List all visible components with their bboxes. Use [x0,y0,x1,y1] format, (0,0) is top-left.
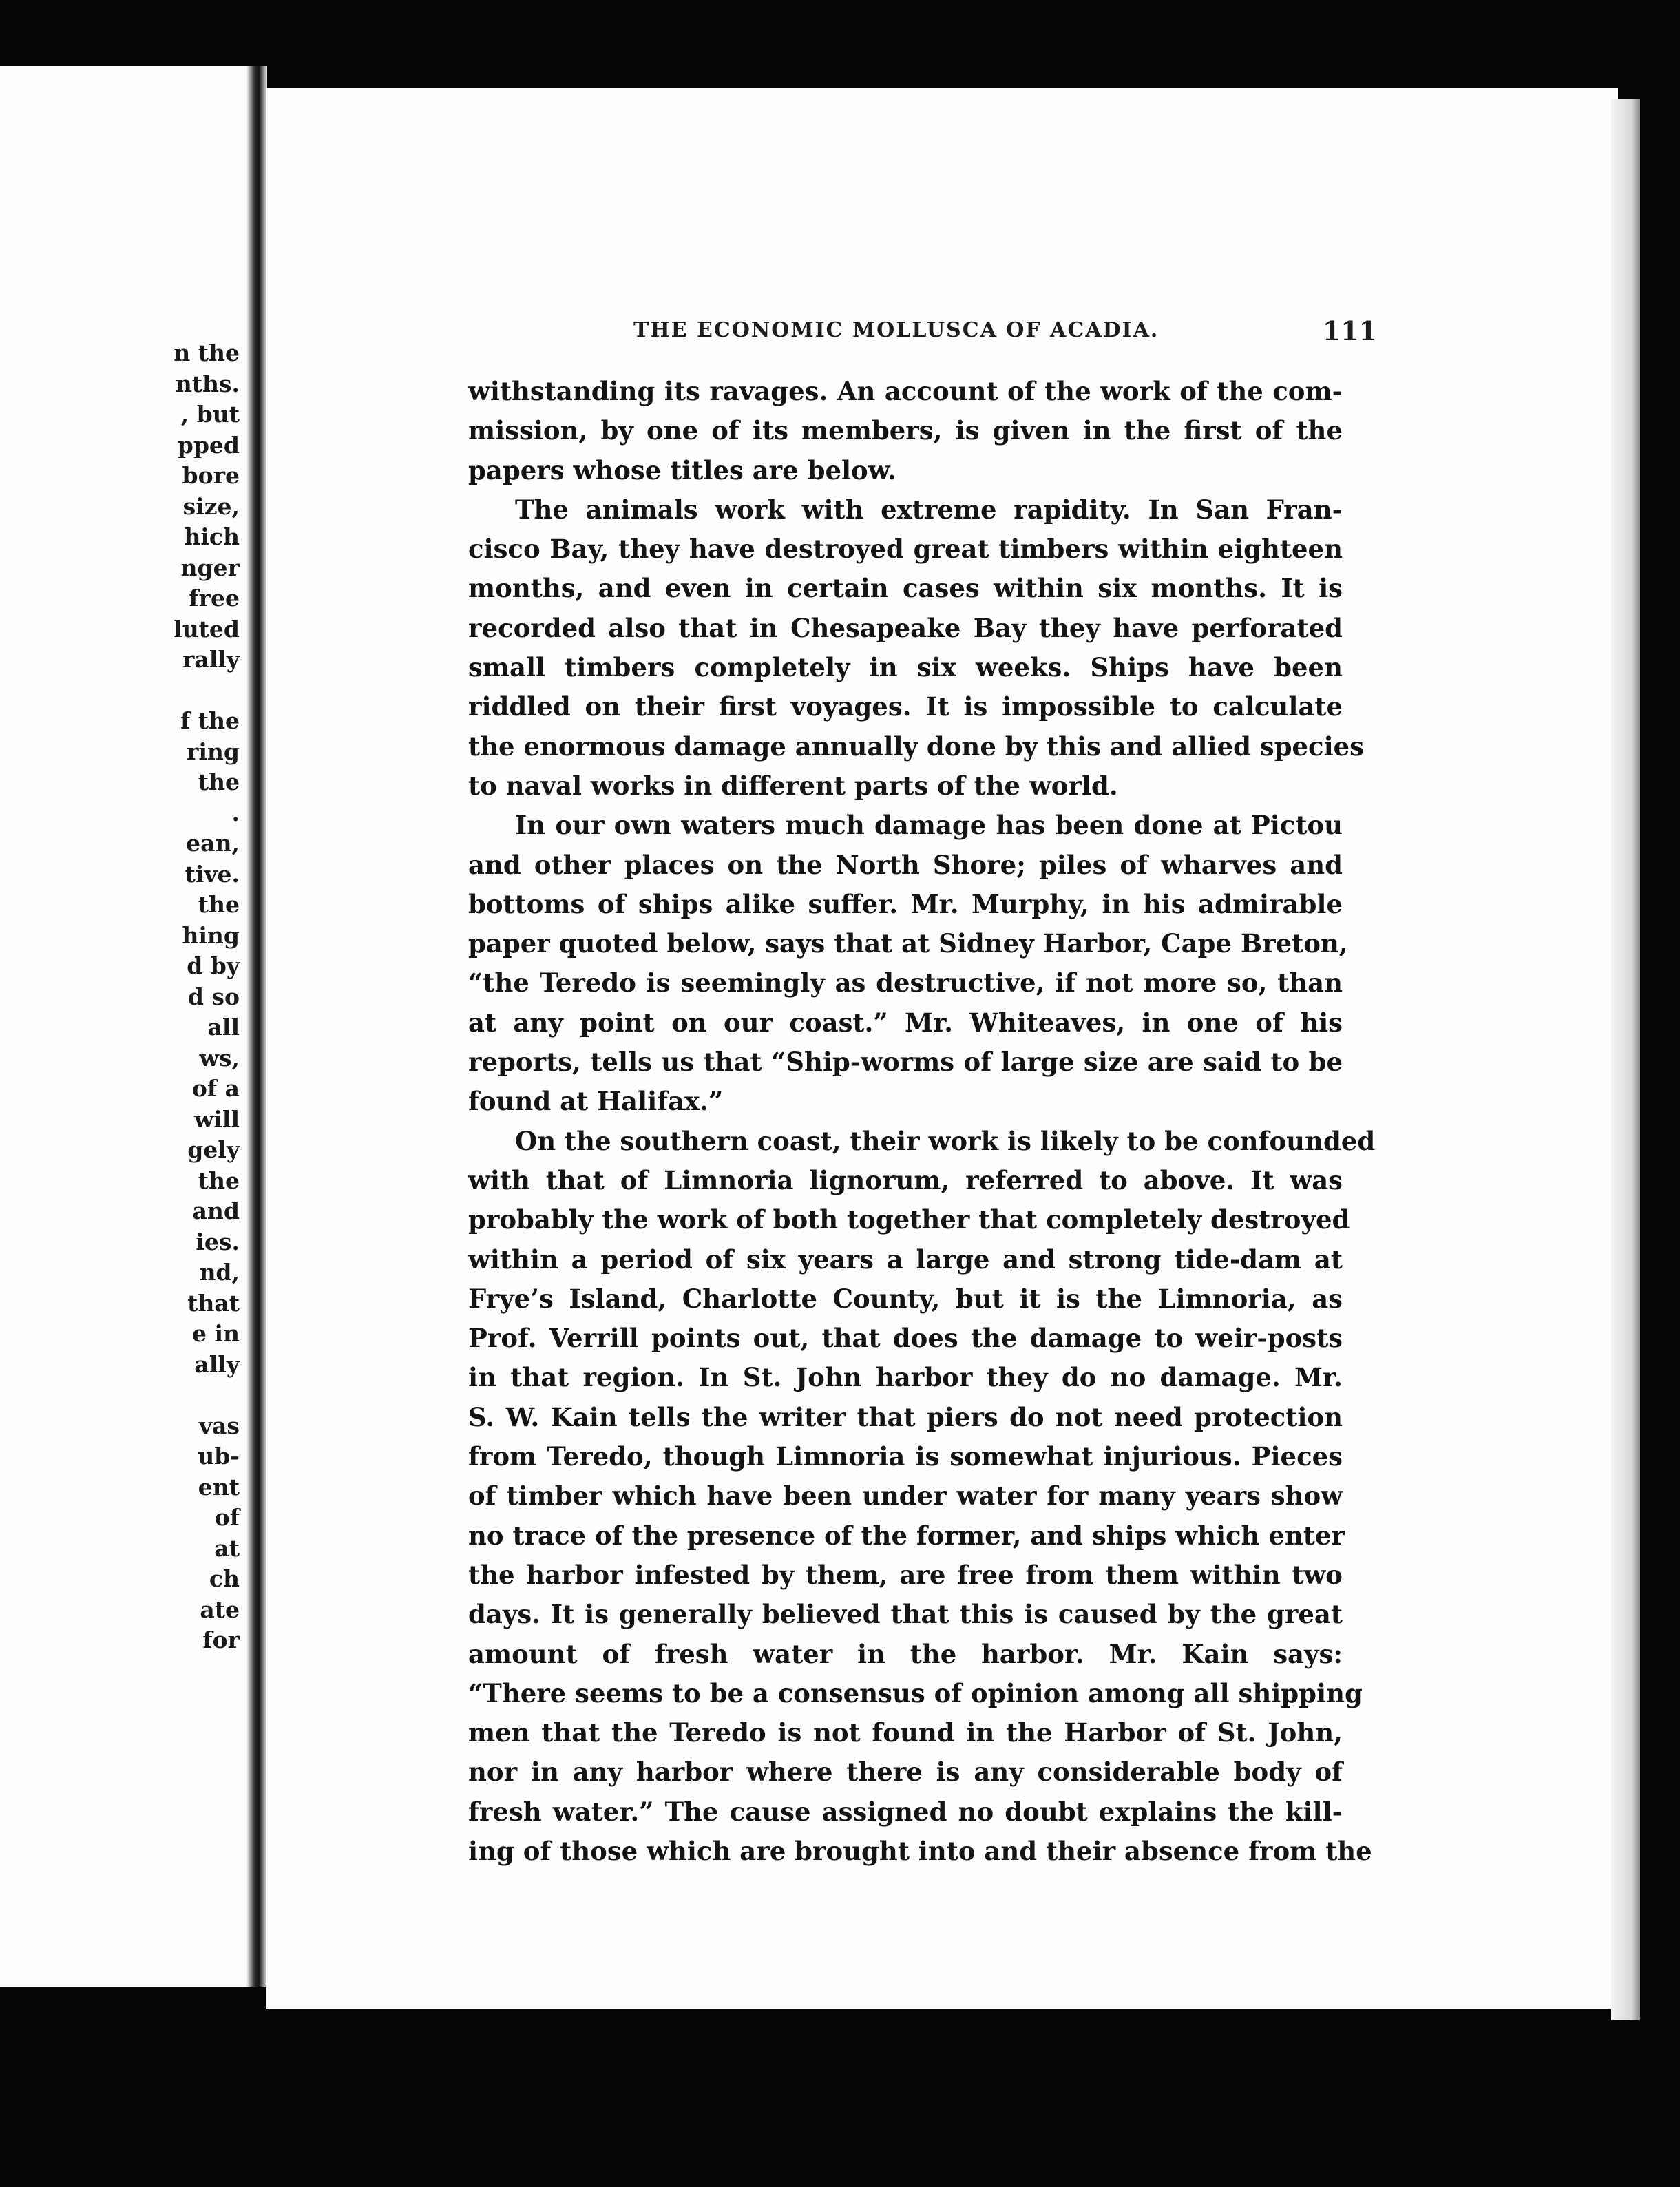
left-fragment-line: the [198,1166,240,1194]
body-line: reports, tells us that “Ship-worms of large size are said to be [468,1047,1343,1078]
body-line: Prof. Verrill points out, that does the damage to weir-posts [468,1323,1343,1354]
left-fragment-line: nd, [199,1259,240,1286]
body-line: nor in any harbor where there is any considerable body of [468,1757,1343,1788]
left-fragment-line: the [198,768,240,795]
left-fragment-line: gely [187,1136,240,1163]
body-line: ing of those which are brought into and their absence from the [468,1835,1372,1866]
running-head [633,315,1377,346]
body-line: and other places on the North Shore; piles of wharves and [468,849,1343,880]
left-fragment-line: ate [200,1595,240,1623]
left-fragment-line: at [214,1534,240,1562]
left-fragment-line: n the [174,339,240,366]
left-fragment-line: luted [174,615,240,642]
left-fragment-line: hich [184,523,240,550]
body-line: fresh water.” The cause assigned no doubt explains the kill- [468,1796,1343,1827]
left-fragment-line: for [202,1626,240,1653]
body-line: months, and even in certain cases within six months. It is [468,573,1343,604]
left-fragment-line: of a [191,1075,240,1102]
body-line: In our own waters much damage has been done at Pictou [515,810,1343,841]
left-fragment-line [129,1380,240,1411]
body-line: found at Halifax.” [468,1086,724,1117]
left-fragment-line: bore [182,462,240,489]
page-edge [1611,99,1640,2020]
body-line: paper quoted below, says that at Sidney Harbor, Cape Breton, [468,928,1348,959]
body-line: S. W. Kain tells the writer that piers do not need protection [468,1401,1343,1432]
left-fragment-line: d so [187,983,240,1010]
left-fragment-line: ean, [186,830,240,857]
body-line: Frye’s Island, Charlotte County, but it is the Limnoria, as [468,1283,1343,1314]
left-page-text-fragments [129,338,240,1656]
left-fragment-line: ub- [198,1443,240,1469]
left-fragment-line: ring [187,737,240,765]
left-fragment-line: , but [180,401,240,428]
left-fragment-line: rally [182,646,240,673]
left-fragment-line: all [207,1014,240,1040]
left-fragment-line: ies. [196,1228,240,1255]
left-fragment-line: will [193,1105,240,1133]
body-line: withstanding its ravages. An account of the work of the com- [468,376,1343,406]
left-fragment-line: pped [177,431,240,459]
body-line: no trace of the presence of the former, and ships which enter [468,1520,1345,1551]
body-line: men that the Teredo is not found in the Harbor of St. John, [468,1717,1343,1748]
body-line: papers whose titles are below. [468,454,896,485]
body-line: “There seems to be a consensus of opinion among all shipping [468,1677,1363,1708]
left-fragment-line: that [187,1289,240,1317]
body-line: small timbers completely in six weeks. Ships have been [468,652,1343,683]
left-fragment-line: ent [198,1473,240,1500]
left-fragment-line: ch [209,1565,240,1592]
body-line: On the southern coast, their work is likely to be confounded [515,1125,1376,1156]
left-fragment-line: hing [182,921,240,949]
body-line: probably the work of both together that completely destroyed [468,1204,1350,1235]
left-fragment-line: . [231,799,240,826]
body-line: days. It is generally believed that this is caused by the great [468,1599,1343,1630]
body-line: within a period of six years a large and strong tide-dam at [468,1244,1343,1275]
left-fragment-line: ws, [199,1044,240,1071]
body-line: the harbor infested by them, are free from them within two [468,1559,1343,1590]
body-line: with that of Limnoria lignorum, referred to above. It was [468,1164,1343,1195]
left-fragment-line: the [198,891,240,918]
left-fragment-line: tive. [185,860,240,888]
left-fragment-line: nger [180,554,240,581]
body-text [468,372,1376,1871]
left-fragment-line: e in [191,1320,240,1347]
left-fragment-line: vas [198,1412,240,1439]
left-fragment-line: of [214,1504,240,1531]
page-number: 111 [1322,315,1377,346]
body-line: bottoms of ships alike suffer. Mr. Murphy, in his admirable [468,888,1343,919]
left-fragment-line: ally [194,1350,240,1378]
left-fragment-line: f the [180,707,240,734]
body-line: “the Teredo is seemingly as destructive, if not more so, than [468,967,1343,998]
body-line: to naval works in different parts of the world. [468,770,1118,801]
left-fragment-line: size, [182,492,240,520]
left-fragment-line: d by [187,952,240,979]
body-line: in that region. In St. John harbor they do no damage. Mr. [468,1362,1343,1393]
body-line: cisco Bay, they have destroyed great timbers within eighteen [468,534,1343,565]
left-fragment-line: nths. [175,370,240,397]
book-gutter [246,66,267,1987]
left-fragment-line [129,676,240,707]
left-fragment-line: free [189,585,240,611]
body-line: riddled on their first voyages. It is impossible to calculate [468,691,1343,722]
left-fragment-line: and [192,1197,240,1224]
left-page [0,66,258,1987]
body-line: at any point on our coast.” Mr. Whiteaves, in one of his [468,1007,1343,1038]
body-line: from Teredo, though Limnoria is somewhat injurious. Pieces [468,1441,1343,1472]
body-line: The animals work with extreme rapidity. In San Fran- [515,494,1343,525]
body-line: the enormous damage annually done by this and allied species [468,731,1365,762]
running-title: THE ECONOMIC MOLLUSCA OF ACADIA. [633,318,1159,342]
body-line: of timber which have been under water for many years show [468,1480,1343,1511]
body-line: mission, by one of its members, is given in the first of the [468,415,1343,446]
body-line: recorded also that in Chesapeake Bay they have perforated [468,612,1343,643]
body-line: amount of fresh water in the harbor. Mr. Kain says: [468,1638,1343,1669]
